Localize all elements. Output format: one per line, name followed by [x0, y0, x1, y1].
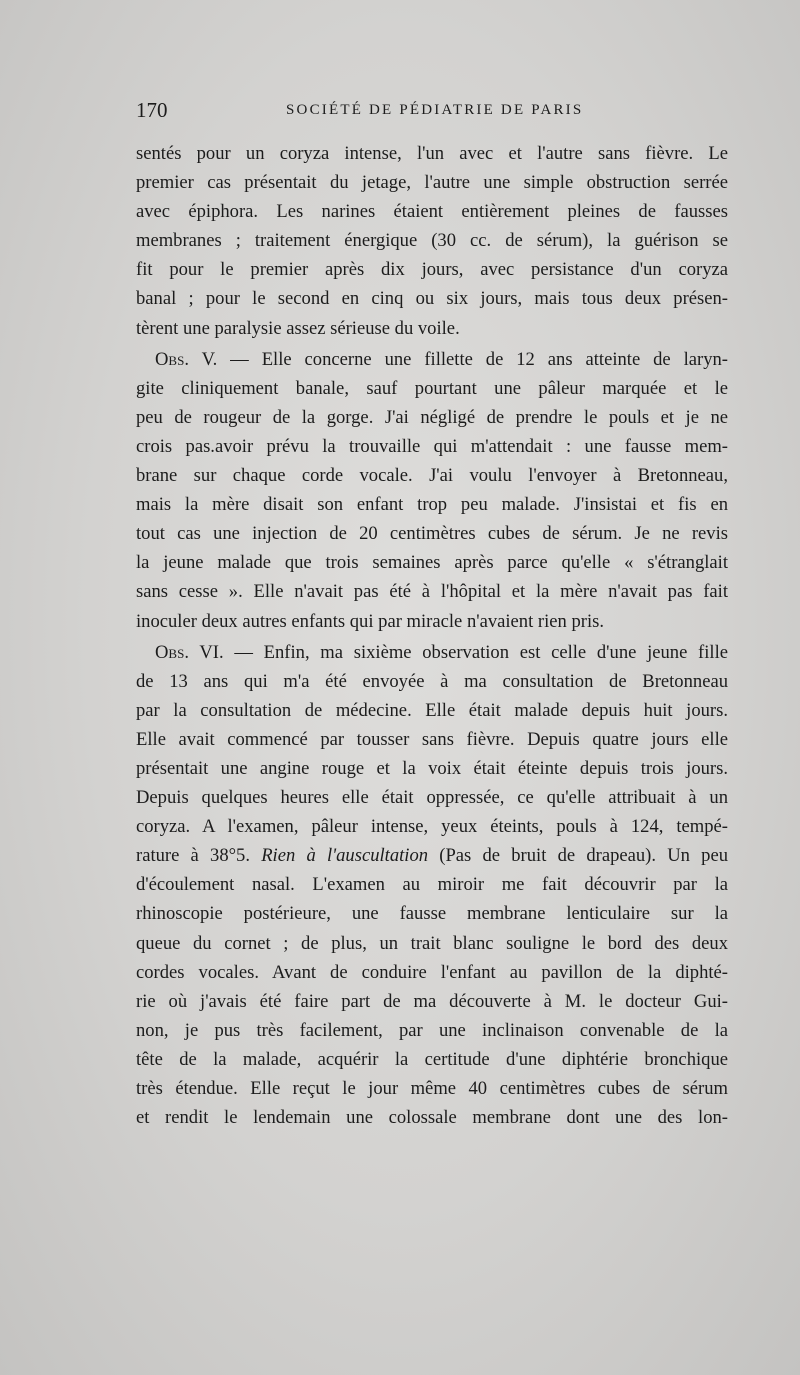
text-span: rature à 38°5. [136, 845, 262, 867]
text-line: sans cesse ». Elle n'avait pas été à l'hôpital et la mère n'avait pas fait [136, 581, 728, 603]
text-line: inoculer deux autres enfants qui par miracle n'avaient rien pris. [136, 610, 605, 632]
text-line: banal ; pour le second en cinq ou six jours, mais tous deux présen- [136, 288, 728, 310]
text-span: Enfin, ma sixième observation est celle d'une jeune fille [252, 641, 728, 663]
observation-label: Obs. VI. — [155, 641, 253, 663]
paragraph-obs-5 [136, 345, 728, 636]
running-title: SOCIÉTÉ DE PÉDIATRIE DE PARIS [286, 102, 584, 118]
text-line: Elle avait commencé par tousser sans fièvre. Depuis quatre jours elle [136, 728, 728, 750]
text-line: crois pas.avoir prévu la trouvaille qui m'attendait : une fausse mem- [136, 435, 728, 457]
text-line: par la consultation de médecine. Elle était malade depuis huit jours. [136, 699, 728, 721]
body-text [136, 139, 728, 1132]
text-line: mais la mère disait son enfant trop peu malade. J'insistai et fis en [136, 494, 728, 516]
text-line: et rendit le lendemain une colossale membrane dont une des lon- [136, 1107, 728, 1129]
text-line: coryza. A l'examen, pâleur intense, yeux éteints, pouls à 124, tempé- [136, 816, 728, 838]
page-header [136, 98, 726, 128]
text-line: tèrent une paralysie assez sérieuse du voile. [136, 317, 460, 339]
text-line: fit pour le premier après dix jours, avec persistance d'un coryza [136, 259, 728, 281]
text-line: premier cas présentait du jetage, l'autre une simple obstruction serrée [136, 172, 728, 194]
text-line: la jeune malade que trois semaines après parce qu'elle « s'étranglait [136, 552, 728, 574]
text-line: tout cas une injection de 20 centimètres cubes de sérum. Je ne revis [136, 523, 728, 545]
text-span: Elle concerne une fillette de 12 ans atteinte de laryn- [248, 348, 728, 370]
paragraph-1 [136, 139, 728, 343]
text-line: avec épiphora. Les narines étaient entièrement pleines de fausses [136, 201, 728, 223]
text-line: très étendue. Elle reçut le jour même 40 centimètres cubes de sérum [136, 1078, 728, 1099]
text-line: gite cliniquement banale, sauf pourtant une pâleur marquée et le [136, 377, 728, 399]
text-line [136, 841, 728, 870]
text-line: non, je pus très facilement, par une inclinaison convenable de la [136, 1019, 728, 1041]
text-line: rhinoscopie postérieure, une fausse membrane lenticulaire sur la [136, 903, 728, 925]
text-line: membranes ; traitement énergique (30 cc. de sérum), la guérison se [136, 230, 728, 252]
text-line: sentés pour un coryza intense, l'un avec et l'autre sans fièvre. Le [136, 143, 728, 164]
text-line [136, 345, 728, 374]
text-line: cordes vocales. Avant de conduire l'enfant au pavillon de la diphté- [136, 961, 728, 983]
text-line: d'écoulement nasal. L'examen au miroir me fait découvrir par la [136, 874, 728, 896]
text-line: queue du cornet ; de plus, un trait blanc souligne le bord des deux [136, 932, 728, 954]
observation-label: Obs. V. — [155, 348, 249, 370]
text-line [136, 638, 728, 667]
text-line: rie où j'avais été faire part de ma découverte à M. le docteur Gui- [136, 990, 728, 1012]
text-line: tête de la malade, acquérir la certitude d'une diphtérie bronchique [136, 1048, 728, 1070]
page-number: 170 [136, 98, 168, 122]
italic-text: Rien à l'auscultation [261, 845, 429, 867]
text-line: peu de rougeur de la gorge. J'ai négligé de prendre le pouls et je ne [136, 406, 728, 428]
text-line: Depuis quelques heures elle était oppressée, ce qu'elle attribuait à un [136, 787, 728, 809]
text-span: (Pas de bruit de drapeau). Un peu [428, 845, 728, 867]
text-line: de 13 ans qui m'a été envoyée à ma consultation de Bretonneau [136, 670, 728, 692]
text-line: présentait une angine rouge et la voix était éteinte depuis trois jours. [136, 757, 728, 779]
text-line: brane sur chaque corde vocale. J'ai voulu l'envoyer à Bretonneau, [136, 465, 728, 487]
paragraph-obs-6 [136, 638, 728, 1133]
